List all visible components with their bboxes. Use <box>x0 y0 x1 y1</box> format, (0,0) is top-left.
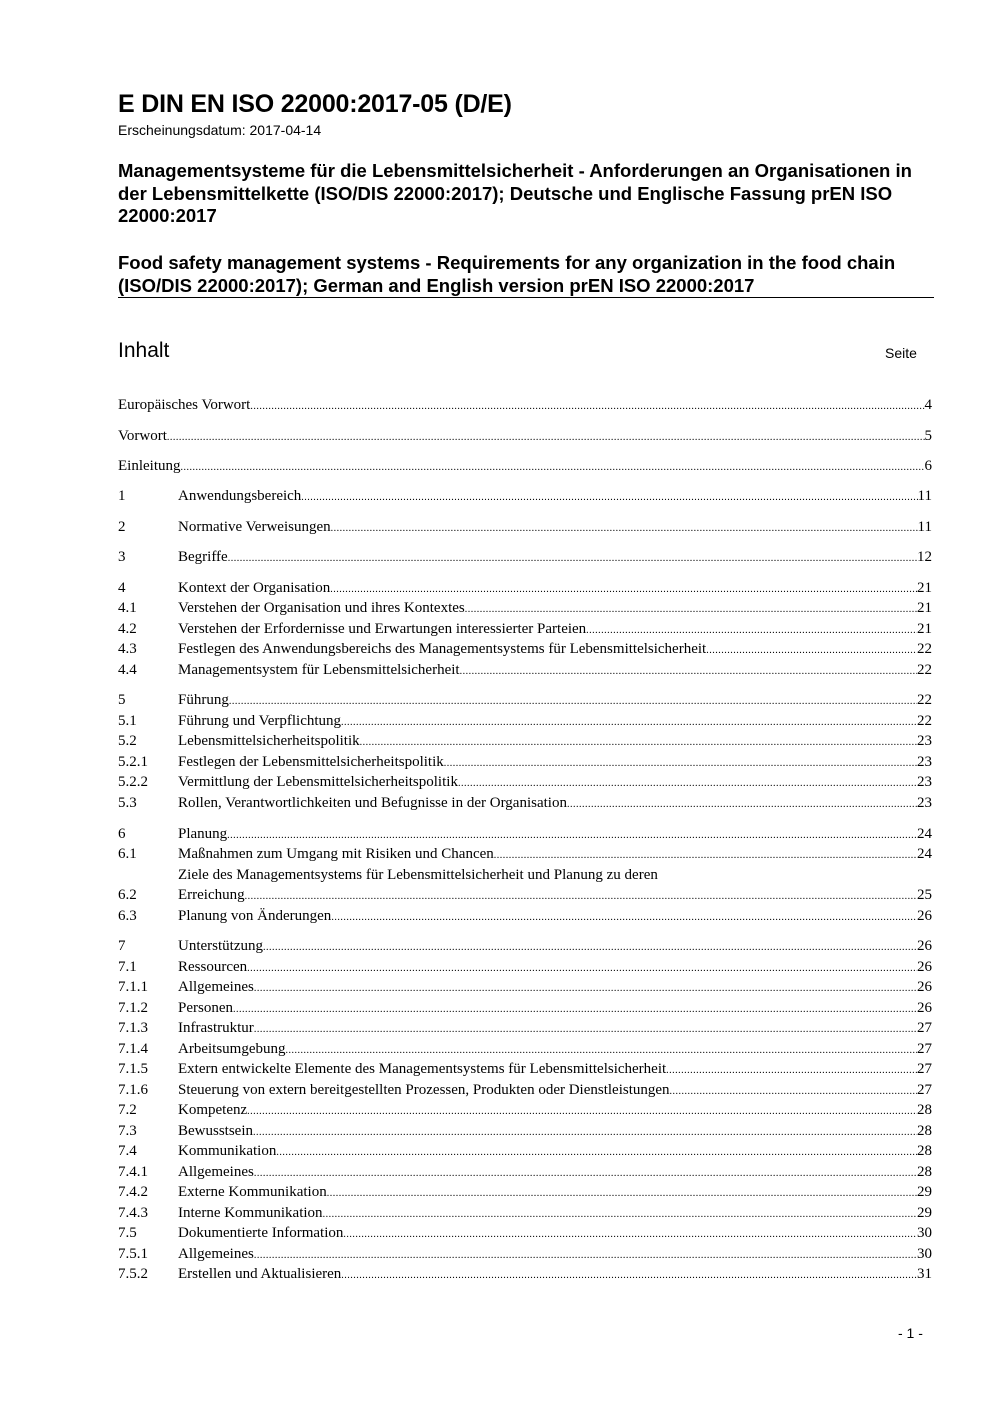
toc-entry-page: 21 <box>917 600 932 616</box>
toc-entry-page: 22 <box>917 713 932 729</box>
toc-entry-page: 11 <box>917 488 932 504</box>
toc-dot-leader <box>245 885 917 907</box>
toc-dot-leader <box>666 1059 917 1081</box>
toc-dot-leader <box>254 1162 917 1184</box>
toc-dot-leader <box>706 639 917 661</box>
toc-entry-title: Festlegen des Anwendungsbereichs des Managementsystems für Lebensmittelsicherheit <box>178 641 707 657</box>
toc-dot-leader <box>247 957 917 979</box>
toc-entry-title: Vorwort <box>118 428 167 444</box>
toc-entry-page: 28 <box>917 1164 932 1180</box>
toc-entry-page: 22 <box>917 692 932 708</box>
toc-entry-number: 4 <box>118 580 126 596</box>
toc-entry-number: 4.4 <box>118 662 137 678</box>
toc-dot-leader <box>465 598 917 620</box>
toc-entry-number: 7.4 <box>118 1143 137 1159</box>
toc-entry-page: 26 <box>917 938 932 954</box>
toc-entry-number: 7 <box>118 938 126 954</box>
toc-entry-page: 27 <box>917 1082 932 1098</box>
toc-entry-title: Kommunikation <box>178 1143 277 1159</box>
toc-dot-leader <box>227 824 917 846</box>
toc-entry-number: 7.5.1 <box>118 1246 148 1262</box>
toc-entry-number: 5.2 <box>118 733 137 749</box>
toc-entry-page: 27 <box>917 1061 932 1077</box>
toc-entry-title: Europäisches Vorwort <box>118 397 251 413</box>
toc-dot-leader <box>567 793 917 815</box>
toc-dot-leader <box>323 1203 917 1225</box>
toc-entry-title: Erstellen und Aktualisieren <box>178 1266 342 1282</box>
toc-entry-number: 4.1 <box>118 600 137 616</box>
toc-dot-leader <box>285 1039 917 1061</box>
toc-entry-title: Externe Kommunikation <box>178 1184 327 1200</box>
toc-dot-leader <box>181 456 925 478</box>
toc-entry-title: Unterstützung <box>178 938 263 954</box>
toc-dot-leader <box>331 906 917 928</box>
toc-dot-leader <box>331 517 918 539</box>
toc-entry-number: 7.4.3 <box>118 1205 148 1221</box>
toc-entry-page: 6 <box>924 458 932 474</box>
toc-entry-title-first-line: Ziele des Managementsystems für Lebensmittelsicherheit und Planung zu deren <box>178 867 658 883</box>
title-divider <box>118 297 934 298</box>
toc-entry-number: 7.1.2 <box>118 1000 148 1016</box>
toc-entry-title: Allgemeines <box>178 1164 254 1180</box>
toc-entry-number: 6 <box>118 826 126 842</box>
document-id: E DIN EN ISO 22000:2017-05 (D/E) <box>118 90 512 118</box>
toc-dot-leader <box>343 1223 917 1245</box>
toc-entry-number: 6.2 <box>118 887 137 903</box>
toc-entry-title: Allgemeines <box>178 1246 254 1262</box>
toc-entry-number: 4.2 <box>118 621 137 637</box>
toc-entry-title: Erreichung <box>178 887 245 903</box>
toc-entry-page: 21 <box>917 580 932 596</box>
toc-entry-number: 7.4.1 <box>118 1164 148 1180</box>
toc-entry-number: 1 <box>118 488 126 504</box>
toc-dot-leader <box>444 752 917 774</box>
toc-heading: Inhalt <box>118 339 170 362</box>
toc-entry-title: Steuerung von extern bereitgestellten Prozessen, Produkten oder Dienstleistungen <box>178 1082 670 1098</box>
toc-entry-title: Führung und Verpflichtung <box>178 713 342 729</box>
toc-entry-title: Planung <box>178 826 228 842</box>
toc-entry-number: 2 <box>118 519 126 535</box>
toc-entry-page: 23 <box>917 754 932 770</box>
toc-entry-title: Festlegen der Lebensmittelsicherheitspolitik <box>178 754 444 770</box>
toc-entry-title: Extern entwickelte Elemente des Managementsystems für Lebensmittelsicherheit <box>178 1061 667 1077</box>
toc-entry-title: Dokumentierte Information <box>178 1225 344 1241</box>
toc-entry-title: Normative Verweisungen <box>178 519 331 535</box>
toc-entry-number: 5.2.2 <box>118 774 148 790</box>
toc-dot-leader <box>253 1121 917 1143</box>
toc-entry-page: 26 <box>917 979 932 995</box>
toc-dot-leader <box>458 772 917 794</box>
toc-entry-page: 25 <box>917 887 932 903</box>
toc-dot-leader <box>263 936 917 958</box>
toc-dot-leader <box>341 1264 917 1286</box>
toc-entry-page: 22 <box>917 662 932 678</box>
toc-entry-page: 5 <box>924 428 932 444</box>
toc-entry-page: 31 <box>917 1266 932 1282</box>
toc-entry-title: Arbeitsumgebung <box>178 1041 286 1057</box>
toc-entry-page: 26 <box>917 959 932 975</box>
toc-entry-title: Managementsystem für Lebensmittelsicherheit <box>178 662 460 678</box>
toc-entry-number: 7.5 <box>118 1225 137 1241</box>
toc-entry-title: Allgemeines <box>178 979 254 995</box>
toc-entry-page: 26 <box>917 1000 932 1016</box>
page-number: - 1 - <box>898 1325 923 1341</box>
toc-dot-leader <box>247 1100 917 1122</box>
toc-dot-leader <box>301 486 917 508</box>
toc-dot-leader <box>276 1141 917 1163</box>
toc-dot-leader <box>586 619 917 641</box>
toc-dot-leader <box>233 998 917 1020</box>
toc-entry-number: 7.5.2 <box>118 1266 148 1282</box>
toc-entry-number: 4.3 <box>118 641 137 657</box>
toc-dot-leader <box>254 1244 917 1266</box>
toc-entry-number: 7.4.2 <box>118 1184 148 1200</box>
toc-entry-title: Rollen, Verantwortlichkeiten und Befugnisse in der Organisation <box>178 795 567 811</box>
toc-dot-leader <box>254 977 917 999</box>
toc-entry-title: Kontext der Organisation <box>178 580 331 596</box>
toc-entry-title: Infrastruktur <box>178 1020 254 1036</box>
toc-entry-title: Lebensmittelsicherheitspolitik <box>178 733 360 749</box>
toc-entry-page: 27 <box>917 1020 932 1036</box>
toc-entry-number: 7.1.1 <box>118 979 148 995</box>
toc-dot-leader <box>254 1018 917 1040</box>
toc-entry-page: 23 <box>917 795 932 811</box>
toc-entry-page: 12 <box>917 549 932 565</box>
toc-entry-number: 7.1 <box>118 959 137 975</box>
toc-entry-number: 7.1.3 <box>118 1020 148 1036</box>
toc-entry-title: Interne Kommunikation <box>178 1205 323 1221</box>
toc-dot-leader <box>250 395 924 417</box>
toc-entry-title: Planung von Änderungen <box>178 908 332 924</box>
toc-entry-title: Personen <box>178 1000 233 1016</box>
toc-entry-number: 5.1 <box>118 713 137 729</box>
toc-entry-page: 24 <box>917 846 932 862</box>
toc-entry-number: 7.1.5 <box>118 1061 148 1077</box>
toc-entry-title: Einleitung <box>118 458 181 474</box>
toc-entry-page: 28 <box>917 1143 932 1159</box>
toc-entry-number: 5 <box>118 692 126 708</box>
title-english: Food safety management systems - Requirements for any organization in the food chain (ISO/DIS 22000:2017); German and English version prEN ISO 22000:2017 <box>118 252 896 296</box>
toc-entry-title: Verstehen der Erfordernisse und Erwartungen interessierter Parteien <box>178 621 587 637</box>
toc-entry-page: 23 <box>917 733 932 749</box>
toc-page-column-label: Seite <box>885 345 917 361</box>
toc-entry-page: 26 <box>917 908 932 924</box>
toc-entry-page: 22 <box>917 641 932 657</box>
toc-entry-title: Vermittlung der Lebensmittelsicherheitspolitik <box>178 774 458 790</box>
toc-entry-page: 24 <box>917 826 932 842</box>
toc-dot-leader <box>167 426 925 448</box>
toc-entry-page: 4 <box>924 397 932 413</box>
toc-entry-number: 3 <box>118 549 126 565</box>
toc-entry-page: 23 <box>917 774 932 790</box>
toc-entry-page: 21 <box>917 621 932 637</box>
toc-entry-page: 11 <box>917 519 932 535</box>
toc-entry-title: Ressourcen <box>178 959 248 975</box>
toc-entry-number: 7.1.4 <box>118 1041 148 1057</box>
toc-entry-title: Begriffe <box>178 549 228 565</box>
publication-date: Erscheinungsdatum: 2017-04-14 <box>118 122 322 138</box>
toc-entry-page: 30 <box>917 1246 932 1262</box>
toc-dot-leader <box>228 547 917 569</box>
toc-dot-leader <box>670 1080 917 1102</box>
toc-entry-number: 6.1 <box>118 846 137 862</box>
toc-dot-leader <box>327 1182 917 1204</box>
toc-entry-title: Führung <box>178 692 229 708</box>
toc-entry-page: 30 <box>917 1225 932 1241</box>
toc-entry-number: 5.3 <box>118 795 137 811</box>
toc-entry-page: 27 <box>917 1041 932 1057</box>
toc-entry-number: 7.3 <box>118 1123 137 1139</box>
toc-dot-leader <box>360 731 917 753</box>
toc-entry-page: 28 <box>917 1102 932 1118</box>
toc-entry-number: 6.3 <box>118 908 137 924</box>
toc-dot-leader <box>341 711 917 733</box>
toc-entry-number: 7.2 <box>118 1102 137 1118</box>
toc-entry-page: 28 <box>917 1123 932 1139</box>
toc-entry-title: Kompetenz <box>178 1102 248 1118</box>
toc-entry-title: Bewusstsein <box>178 1123 253 1139</box>
toc-entry-title: Anwendungsbereich <box>178 488 302 504</box>
title-german: Managementsysteme für die Lebensmittelsicherheit - Anforderungen an Organisationen in der Lebensmittelkette (ISO/DIS 22000:2017); Deutsche und Englische Fassung prEN ISO 22000:2017 <box>118 160 912 226</box>
toc-entry-title: Verstehen der Organisation und ihres Kontextes <box>178 600 465 616</box>
toc-dot-leader <box>460 660 917 682</box>
toc-entry-number: 5.2.1 <box>118 754 148 770</box>
toc-dot-leader <box>229 690 917 712</box>
toc-entry-page: 29 <box>917 1205 932 1221</box>
toc-entry-number: 7.1.6 <box>118 1082 148 1098</box>
toc-dot-leader <box>494 844 917 866</box>
toc-entry-title: Maßnahmen zum Umgang mit Risiken und Chancen <box>178 846 494 862</box>
toc-dot-leader <box>330 578 917 600</box>
toc-entry-page: 29 <box>917 1184 932 1200</box>
